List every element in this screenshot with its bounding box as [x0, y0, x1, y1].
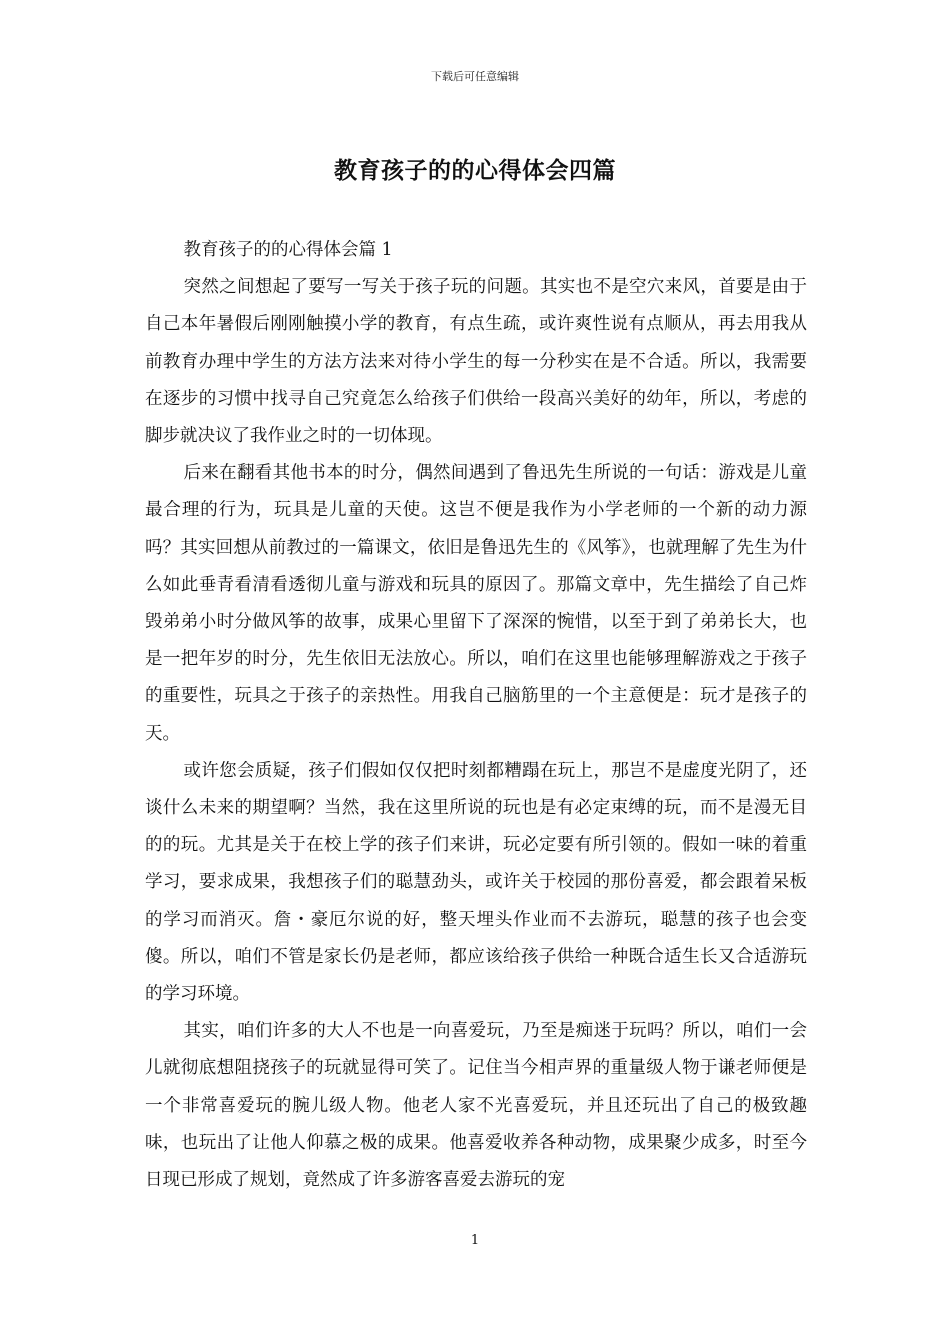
document-title: 教育孩子的的心得体会四篇: [334, 157, 616, 184]
document-body: [145, 232, 807, 1199]
paragraph-3: 或许您会质疑，孩子们假如仅仅把时刻都糟蹋在玩上，那岂不是虚度光阴了，还谈什么未来的期望啊？当然，我在这里所说的玩也是有必定束缚的玩，而不是漫无目的的玩。尤其是关于在校上学的孩子们来讲，玩必定要有所引领的。假如一味的着重学习，要求成果，我想孩子们的聪慧劲头，或许关于校园的那份喜爱，都会跟着呆板的学习而消灭。詹・豪厄尔说的好，整天埋头作业而不去游玩，聪慧的孩子也会变傻。所以，咱们不管是家长仍是老师，都应该给孩子供给一种既合适生长又合适游玩的学习环境。: [145, 760, 807, 1005]
paragraph-4: 其实，咱们许多的大人不也是一向喜爱玩，乃至是痴迷于玩吗？所以，咱们一会儿就彻底想阻挠孩子的玩就显得可笑了。记住当今相声界的重量级人物于谦老师便是一个非常喜爱玩的腕儿级人物。他老人家不光喜爱玩，并且还玩出了自己的极致趣味，也玩出了让他人仰慕之极的成果。他喜爱收养各种动物，成果聚少成多，时至今日现已形成了规划，竟然成了许多游客喜爱去游玩的宠: [145, 1021, 807, 1191]
page-number: 1: [470, 1233, 480, 1248]
paragraph-2: 后来在翻看其他书本的时分，偶然间遇到了鲁迅先生所说的一句话：游戏是儿童最合理的行为，玩具是儿童的天使。这岂不便是我作为小学老师的一个新的动力源吗？其实回想从前教过的一篇课文，依旧是鲁迅先生的《风筝》，也就理解了先生为什么如此垂青看清看透彻儿童与游戏和玩具的原因了。那篇文章中，先生描绘了自己炸毁弟弟小时分做风筝的故事，成果心里留下了深深的惋惜，以至于到了弟弟长大，也是一把年岁的时分，先生依旧无法放心。所以，咱们在这里也能够理解游戏之于孩子的重要性，玩具之于孩子的亲热性。用我自己脑筋里的一个主意便是：玩才是孩子的天。: [145, 463, 807, 744]
paragraph-1: 突然之间想起了要写一写关于孩子玩的问题。其实也不是空穴来风，首要是由于自己本年暑假后刚刚触摸小学的教育，有点生疏，或许爽性说有点顺从，再去用我从前教育办理中学生的方法方法来对待小学生的每一分秒实在是不合适。所以，我需要在逐步的习惯中找寻自己究竟怎么给孩子们供给一段高兴美好的幼年，所以，考虑的脚步就决议了我作业之时的一切体现。: [145, 277, 807, 447]
header-note: 下载后可任意编辑: [431, 70, 519, 83]
section-subtitle: 教育孩子的的心得体会篇 1: [183, 240, 393, 260]
